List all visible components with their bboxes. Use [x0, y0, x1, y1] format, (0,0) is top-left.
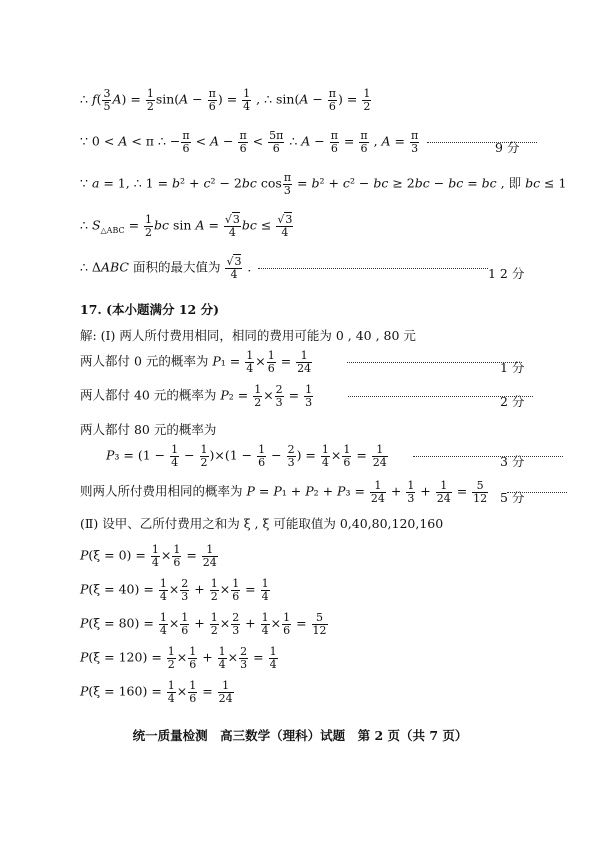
- dist-40: P(ξ = 40) = $\frac{1}{4}$ × $\frac{2}{3}$ + $\frac{1}{2}$ × $\frac{1}{6}$ = $\frac{1}{4}$: [80, 577, 269, 603]
- score-12: 1 2 分: [488, 266, 525, 281]
- score-3: 3 分: [500, 454, 525, 469]
- prob-p3-intro: 两人都付 80 元的概率为: [80, 422, 217, 437]
- score-5: 5 分: [500, 490, 525, 505]
- question-17-title: 17. (本小题满分 12 分): [80, 302, 220, 317]
- score-2: 2 分: [500, 394, 525, 409]
- dist-120: P(ξ = 120) = $\frac{1}{2}$ × $\frac{1}{6}$ + $\frac{1}{4}$ × $\frac{2}{3}$ = $\frac{1}{4}$: [80, 645, 277, 671]
- prob-p3: P₃ = (1 − $\frac{1}{4}$ − $\frac{1}{2}$ )×(1 − $\frac{1}{6}$ − $\frac{2}{3}$ ) = $\frac{1}{4}$ × $\frac{1}{6}$ = $\frac{1}{24}$: [106, 444, 600, 468]
- dist-160: P(ξ = 160) = $\frac{1}{4}$ × $\frac{1}{6}$ = $\frac{1}{24}$: [80, 679, 233, 705]
- prob-p2: 两人都付 40 元的概率为 P₂ = $\frac{1}{2}$ × $\frac{2}{3}$ = $\frac{1}{3}$: [80, 384, 600, 408]
- dist-80: P(ξ = 80) = $\frac{1}{4}$ × $\frac{1}{6}$ + $\frac{1}{2}$ × $\frac{2}{3}$ + $\frac{1}{4}$ × $\frac{1}{6}$ = $\frac{5}{12}$: [80, 611, 327, 637]
- area-max-conclusion: ∴ ΔABC 面积的最大值为 $\frac{√3}{4}$ .: [80, 256, 600, 280]
- score-1: 1 分: [500, 360, 525, 375]
- solution-part2-intro: (Ⅱ) 设甲、乙所付费用之和为 ξ , ξ 可能取值为 0,40,80,120,160: [80, 516, 444, 531]
- page-footer: 统一质量检测 高三数学（理科）试题 第 2 页（共 7 页）: [132, 728, 468, 743]
- formula-angle-range: ∵ 0 < A < π ∴ − $\frac{\pi}{6}$ < A − $\frac{\pi}{6}$ < $\frac{5\pi}{6}$ ∴ A − $\frac{\pi}{6}$ = $\frac{\pi}{6}$ , A = $\frac{\pi}{3}$: [80, 130, 520, 154]
- solution-part1-intro: 解: (Ⅰ) 两人所付费用相同，相同的费用可能为 0 , 40 , 80 元: [80, 328, 416, 343]
- dist-0: P(ξ = 0) = $\frac{1}{4}$ × $\frac{1}{6}$ = $\frac{1}{24}$: [80, 543, 217, 569]
- formula-cosine-law: ∵ a = 1, ∴ 1 = b² + c² − 2bc cos $\frac{\pi}{3}$ = b² + c² − bc ≥ 2bc − bc = bc , 即 bc ≤ 1: [80, 171, 567, 197]
- prob-p1: 两人都付 0 元的概率为 P₁ = $\frac{1}{4}$ × $\frac{1}{6}$ = $\frac{1}{24}$: [80, 350, 600, 374]
- formula-f-value: ∴ f( $\frac{3}{5}$ A) = $\frac{1}{2}$ sin(A − $\frac{\pi}{6}$ ) = $\frac{1}{4}$ , ∴ sin(A − $\frac{\pi}{6}$ ) = $\frac{1}{2}$: [80, 87, 371, 113]
- prob-total: 则两人所付费用相同的概率为 P = P₁ + P₂ + P₃ = $\frac{1}{24}$ + $\frac{1}{3}$ + $\frac{1}{24}$ = $\frac{5}{12}$: [80, 480, 600, 504]
- score-9: 9 分: [495, 140, 520, 155]
- formula-area: ∴ $S_{\triangle ABC}$ = $\frac{1}{2}$ bc sin A = $\frac{√3}{4}$ bc ≤ $\frac{√3}{4}$: [80, 213, 293, 239]
